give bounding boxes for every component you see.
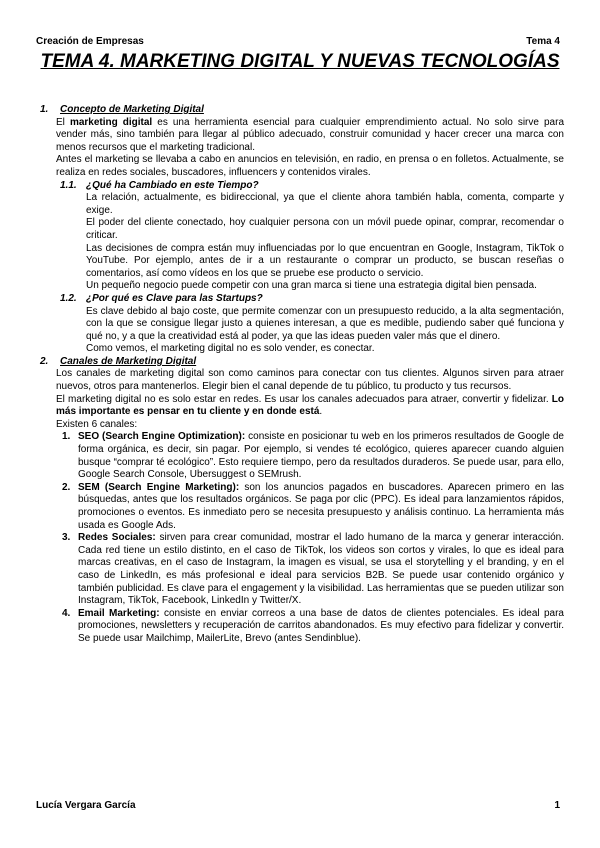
- subsection-1-2-heading: 1.2. ¿Por qué es Clave para las Startups?: [60, 292, 263, 304]
- section-1-heading: [40, 104, 564, 117]
- paragraph: El marketing digital no es solo estar en redes. Es usar los canales adecuados para atraer, convertir y fidelizar. Lo más importante es pensar en tu cliente y en donde está.: [56, 393, 564, 418]
- paragraph: El poder del cliente conectado, hoy cualquier persona con un móvil puede opinar, comprar, recomendar o criticar.: [86, 217, 564, 241]
- page-title: TEMA 4. MARKETING DIGITAL Y NUEVAS TECNOLOGÍAS: [40, 51, 560, 72]
- section-title: Concepto de Marketing Digital: [60, 104, 204, 115]
- section-title: Canales de Marketing Digital: [60, 355, 197, 367]
- list-item: 3. Redes Sociales: sirven para crear comunidad, mostrar el lado humano de la marca y generar interacción. Cada red tiene un estilo distinto, en el caso de TikTok, los videos son cortos y virales, lo que es ideal para marcas creativas, en el caso de Instagram, la imagen es visual, se usa el storytelling y el branding, y en el caso de LinkedIn, es más profesional e ideal para servicios B2B. Se puede usar contenido orgánico y también publicidad. Es clave para el engagement y la visibilidad. Las herramientas que se pueden utilizar son Instagram, TikTok, Facebook, LinkedIn y Twitter/X.: [62, 532, 564, 607]
- list-item: 1. SEO (Search Engine Optimization): consiste en posicionar tu web en los primeros resultados de Google de forma orgánica, es decir, sin pagar. Por ejemplo, si vendes té ecológico, quieres aparecer cuando alguien busque “comprar té ecológico”. Esto requiere tiempo, pero da resultados duraderos. Se puede usar, para ello, Google Search Console, Ubersuggest o SEMrush.: [62, 431, 564, 481]
- section-2-heading: [40, 356, 564, 369]
- section-number: 1.: [40, 104, 49, 115]
- list-item: 2. SEM (Search Engine Marketing): son los anuncios pagados en buscadores. Aparecen primero en las búsquedas, antes que los resultados orgánicos. Se paga por clic (PPC). Es ideal para lanzamientos rápidos, promociones o eventos. Es inmediato pero se necesita presupuesto y análisis continuo. La herramienta más usada es Google Ads.: [62, 481, 565, 531]
- paragraph: Los canales de marketing digital son como caminos para conectar con tus clientes. Algunos sirven para atraer nuevos, otros para mantenerlos. Elegir bien el canal depende de tu público, tu producto y tus recursos.: [56, 368, 564, 393]
- list-item: 4. Email Marketing: consiste en enviar correos a una base de datos de clientes potenciales. Es ideal para promociones, newsletters y recuperación de carritos abandonados. Es muy efectivo para fidelizar y convertir. Se puede usar Mailchimp, MailerLite, Brevo (antes Sendinblue).: [62, 607, 564, 644]
- paragraph: Es clave debido al bajo coste, que permite comenzar con un presupuesto reducido, a la alta segmentación, con la que se consigue llegar justo a quienes interesan, a que es medible, pudiendo saber qué funciona y qué no, y a que la creatividad está al poder, ya que las ideas pueden valer más que el dinero.: [86, 305, 564, 342]
- paragraph: La relación, actualmente, es bidireccional, ya que el cliente ahora también habla, comenta, comparte y exige.: [86, 192, 564, 216]
- section-number: 2.: [40, 355, 49, 367]
- paragraph: Como vemos, el marketing digital no es solo vender, es conectar.: [86, 343, 375, 355]
- paragraph: El marketing digital es una herramienta esencial para cualquier emprendimiento actual. No solo sirve para vender más, sino también para llegar al público adecuado, construir comunidad y hacer crecer una marca con menos recursos que el marketing tradicional.: [56, 116, 565, 153]
- header-topic: Tema 4: [526, 36, 560, 47]
- paragraph: Antes el marketing se llevaba a cabo en anuncios en televisión, en radio, en prensa o en folletos. Actualmente, se realiza en redes sociales, buscadores, influencers y contenidos virales.: [56, 154, 564, 178]
- footer-author: Lucía Vergara García: [36, 800, 136, 811]
- header-course: Creación de Empresas: [36, 36, 144, 47]
- paragraph: Existen 6 canales:: [56, 418, 138, 430]
- paragraph: Las decisiones de compra están muy influenciadas por lo que encuentran en Google, Instagram, TikTok o YouTube. Por ejemplo, antes de ir a un restaurante o comprar un producto, se buscan reseñas o comentarios, así como vídeos en los que se pruebe ese producto o servicio.: [86, 242, 564, 279]
- subsection-1-1-heading: 1.1. ¿Qué ha Cambiado en este Tiempo?: [60, 179, 259, 191]
- page-number: 1: [554, 800, 560, 811]
- document-body: [40, 104, 564, 646]
- paragraph: Un pequeño negocio puede competir con una gran marca si tiene una estrategia digital bien pensada.: [86, 280, 537, 292]
